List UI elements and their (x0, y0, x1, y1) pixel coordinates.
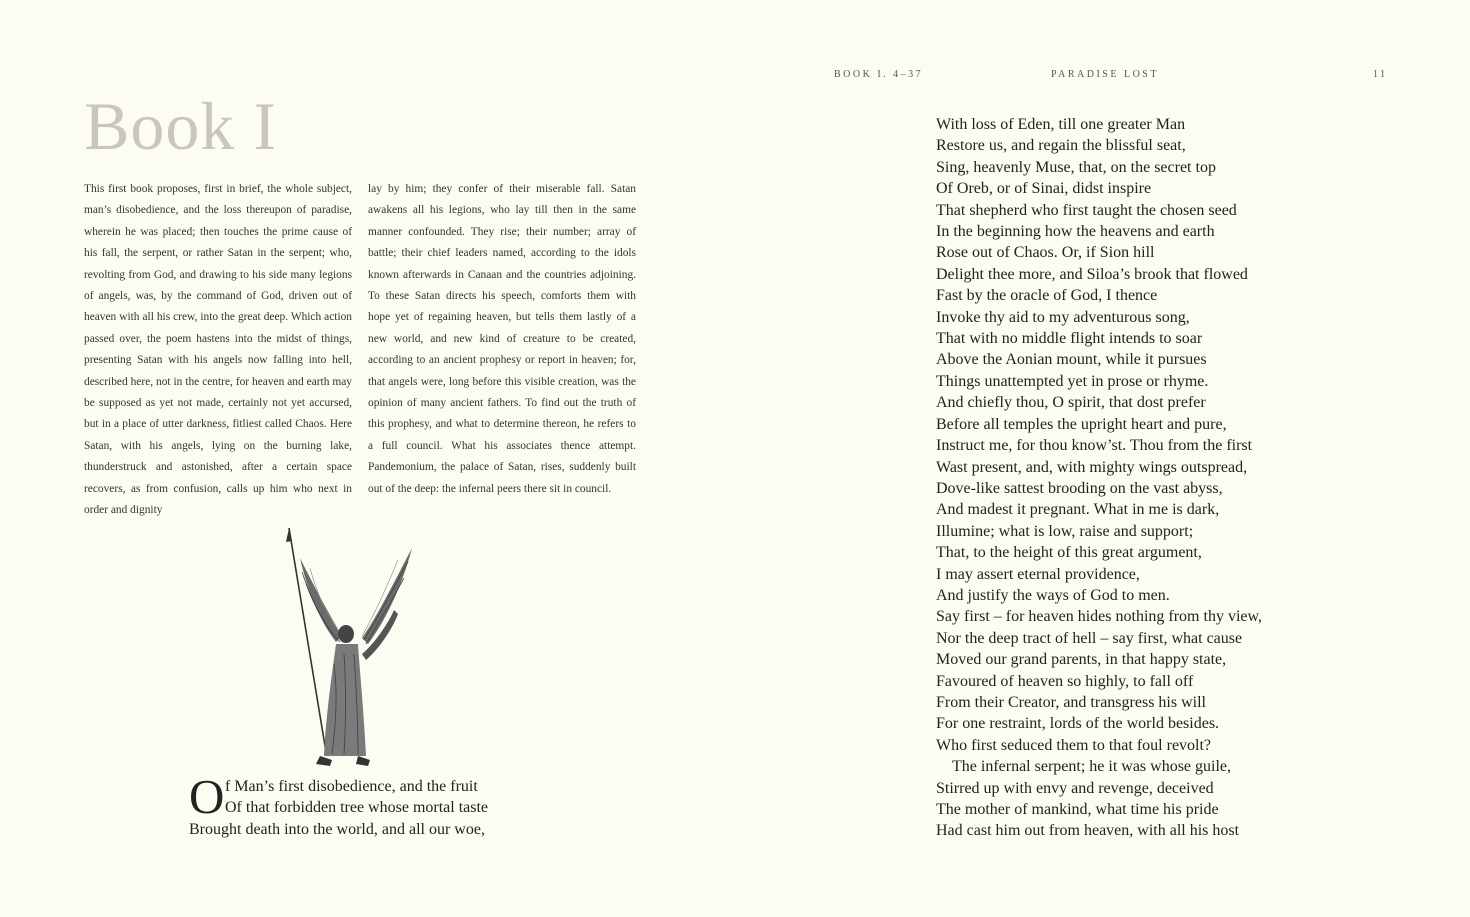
poem-line: Illumine; what is low, raise and support; (936, 522, 1194, 540)
poem-line: Wast present, and, with mighty wings outspread, (936, 458, 1248, 476)
poem-line: Sing, heavenly Muse, that, on the secret top (936, 158, 1216, 176)
poem-line: I may assert eternal providence, (936, 565, 1140, 583)
poem-line: That shepherd who first taught the chosen seed (936, 201, 1237, 219)
poem-line: With loss of Eden, till one greater Man (936, 116, 1186, 133)
poem-line: Had cast him out from heaven, with all his host (936, 822, 1240, 840)
poem-line-1-text: f Man’s first disobedience, and the fruit (225, 778, 478, 795)
poem-line: Moved our grand parents, in that happy state, (936, 651, 1227, 669)
poem-line: Fast by the oracle of God, I thence (936, 287, 1158, 305)
book-argument (84, 179, 636, 522)
poem-line: And justify the ways of God to men. (936, 586, 1170, 604)
poem-line: Favoured of heaven so highly, to fall off (936, 672, 1194, 690)
poem-line: Stirred up with envy and revenge, deceived (936, 779, 1214, 797)
poem-line: Restore us, and regain the blissful seat, (936, 137, 1186, 155)
drop-cap: O (189, 769, 225, 824)
poem-line: Of Oreb, or of Sinai, didst inspire (936, 180, 1152, 198)
poem-line-3: Brought death into the world, and all our woe, (189, 820, 485, 838)
poem-line: That, to the height of this great argument, (936, 544, 1202, 562)
poem-line: From their Creator, and transgress his will (936, 693, 1206, 711)
winged-angel-engraving-icon (278, 524, 428, 774)
running-head-line-range: BOOK I. 4–37 (834, 69, 924, 80)
poem-line: Rose out of Chaos. Or, if Sion hill (936, 244, 1155, 262)
poem-line: Instruct me, for thou know’st. Thou from the first (936, 437, 1253, 455)
argument-column-1: This first book proposes, first in brief, the whole subject, man’s disobedience, and the loss thereupon of paradise, wherein he was placed; then touches the prime cause of his fall, the serpent, or rather Satan in the serpent; who, revolting from God, and drawing to his side many legions of angels, was, by the command of God, driven out of heaven with all his crew, into the great deep. Which action passed over, the poem hastens into the midst of things, presenting Satan with his angels now falling into hell, described here, not in the centre, for heaven and earth may be supposed as yet not made, certainly not yet accursed, but in a place of utter darkness, fitliest called Chaos. Here Satan, with his angels, lying on the burning lake, thunderstruck and astonished, after a certain space recovers, as from confusion, calls up him who next in order and dignity (84, 183, 352, 517)
poem-line: Who first seduced them to that foul revolt? (936, 736, 1212, 754)
poem-line: Delight thee more, and Siloa’s brook that flowed (936, 265, 1248, 283)
poem-line: And chiefly thou, O spirit, that dost prefer (936, 394, 1206, 412)
poem-line-2: Of that forbidden tree whose mortal taste (225, 799, 489, 817)
poem-text (936, 114, 1356, 842)
poem-line: Dove-like sattest brooding on the vast abyss, (936, 479, 1223, 497)
running-head-title: PARADISE LOST (1051, 69, 1159, 80)
argument-column-2: lay by him; they confer of their miserable fall. Satan awakens all his legions, who lay till then in the same manner confounded. They rise; their number; array of battle; their chief leaders named, according to the idols known afterwards in Canaan and the countries adjoining. To these Satan directs his speech, comforts them with hope yet of regaining heaven, but tells them lastly of a new world, and new kind of creature to be created, according to an ancient prophesy or report in heaven; for, that angels were, long before this visible creation, was the opinion of many ancient fathers. To find out the truth of this prophesy, and what to determine thereon, he refers to a full council. What his associates thence attempt. Pandemonium, the palace of Satan, rises, suddenly built out of the deep: the infernal peers there sit in council. (368, 183, 636, 495)
poem-line: The infernal serpent; he it was whose guile, (952, 758, 1232, 776)
poem-line: For one restraint, lords of the world besides. (936, 715, 1220, 733)
page-number: 11 (1373, 69, 1388, 80)
poem-line: Say first – for heaven hides nothing from thy view, (936, 608, 1263, 626)
poem-line: Things unattempted yet in prose or rhyme. (936, 372, 1209, 390)
poem-line: Above the Aonian mount, while it pursues (936, 351, 1207, 369)
poem-line: Invoke thy aid to my adventurous song, (936, 308, 1190, 326)
poem-line: Before all temples the upright heart and pure, (936, 415, 1227, 433)
book-title: Book I (84, 88, 277, 164)
poem-line: That with no middle flight intends to soar (936, 330, 1203, 348)
poem-line: The mother of mankind, what time his pride (936, 801, 1219, 818)
poem-line: Nor the deep tract of hell – say first, what cause (936, 629, 1243, 647)
poem-line: In the beginning how the heavens and earth (936, 223, 1215, 241)
poem-line: And madest it pregnant. What in me is dark, (936, 501, 1220, 519)
opening-lines (189, 769, 549, 840)
